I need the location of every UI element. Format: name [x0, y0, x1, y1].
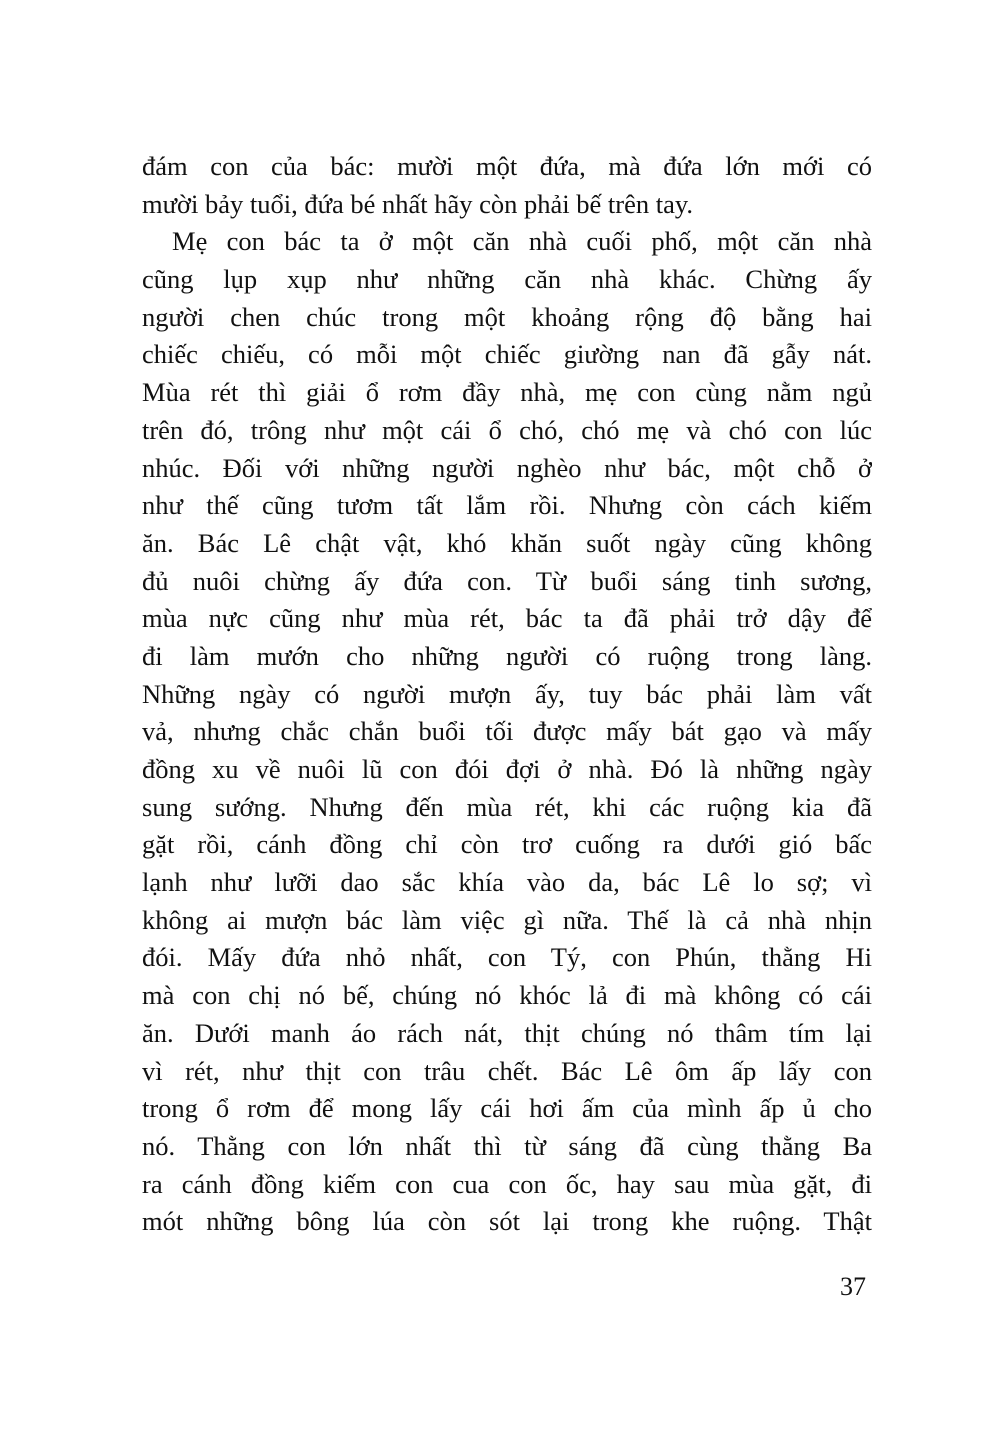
text-line: đi làm mướn cho những người có ruộng trong làng.: [142, 640, 872, 671]
text-line: sung sướng. Nhưng đến mùa rét, khi các ruộng kia đã: [142, 791, 872, 822]
text-line: Mùa rét thì giải ổ rơm đầy nhà, mẹ con cùng nằm ngủ: [142, 377, 872, 408]
text-line: mà con chị nó bế, chúng nó khóc lả đi mà không có cái: [142, 980, 872, 1011]
text-line: vả, nhưng chắc chắn buổi tối được mấy bát gạo và mấy: [142, 716, 872, 747]
text-line: nhúc. Đối với những người nghèo như bác, một chỗ ở: [142, 452, 872, 483]
text-line: ra cánh đồng kiếm con cua con ốc, hay sau mùa gặt, đi: [142, 1168, 872, 1199]
text-line: ăn. Bác Lê chật vật, khó khăn suốt ngày cũng không: [142, 527, 872, 558]
text-line: không ai mượn bác làm việc gì nữa. Thế là cả nhà nhịn: [142, 904, 872, 935]
text-line: mùa nực cũng như mùa rét, bác ta đã phải trở dậy để: [142, 603, 872, 634]
text-line: ăn. Dưới manh áo rách nát, thịt chúng nó thâm tím lại: [142, 1017, 872, 1048]
text-line: người chen chúc trong một khoảng rộng độ bằng hai: [142, 301, 872, 332]
text-line: trong ổ rơm để mong lấy cái hơi ấm của mình ấp ủ cho: [142, 1093, 872, 1124]
text-line: Mẹ con bác ta ở một căn nhà cuối phố, một căn nhà: [172, 226, 872, 257]
text-line: cũng lụp xụp như những căn nhà khác. Chừng ấy: [142, 264, 872, 295]
text-line: như thế cũng tươm tất lắm rồi. Nhưng còn cách kiếm: [142, 490, 872, 521]
text-line: đồng xu về nuôi lũ con đói đợi ở nhà. Đó là những ngày: [142, 754, 872, 784]
page-number: 37: [840, 1272, 866, 1301]
text-line: chiếc chiếu, có mỗi một chiếc giường nan đã gẫy nát.: [142, 339, 872, 370]
text-line: mót những bông lúa còn sót lại trong khe ruộng. Thật: [142, 1206, 872, 1237]
text-line: đói. Mấy đứa nhỏ nhất, con Tý, con Phún, thằng Hi: [142, 942, 872, 973]
text-line: Những ngày có người mượn ấy, tuy bác phải làm vất: [142, 678, 872, 709]
body-text: [142, 148, 872, 1241]
text-line: đám con của bác: mười một đứa, mà đứa lớn mới có: [142, 151, 872, 181]
text-line: lạnh như lưỡi dao sắc khía vào da, bác Lê lo sợ; vì: [142, 867, 872, 898]
text-line: vì rét, như thịt con trâu chết. Bác Lê ôm ấp lấy con: [142, 1055, 872, 1086]
text-line: nó. Thằng con lớn nhất thì từ sáng đã cùng thằng Ba: [142, 1130, 872, 1161]
text-line: gặt rồi, cánh đồng chỉ còn trơ cuống ra dưới gió bấc: [142, 829, 872, 860]
text-line: đủ nuôi chừng ấy đứa con. Từ buổi sáng tinh sương,: [142, 565, 872, 596]
text-line: trên đó, trông như một cái ổ chó, chó mẹ và chó con lúc: [142, 414, 872, 445]
text-line: mười bảy tuổi, đứa bé nhất hãy còn phải bế trên tay.: [142, 188, 693, 219]
